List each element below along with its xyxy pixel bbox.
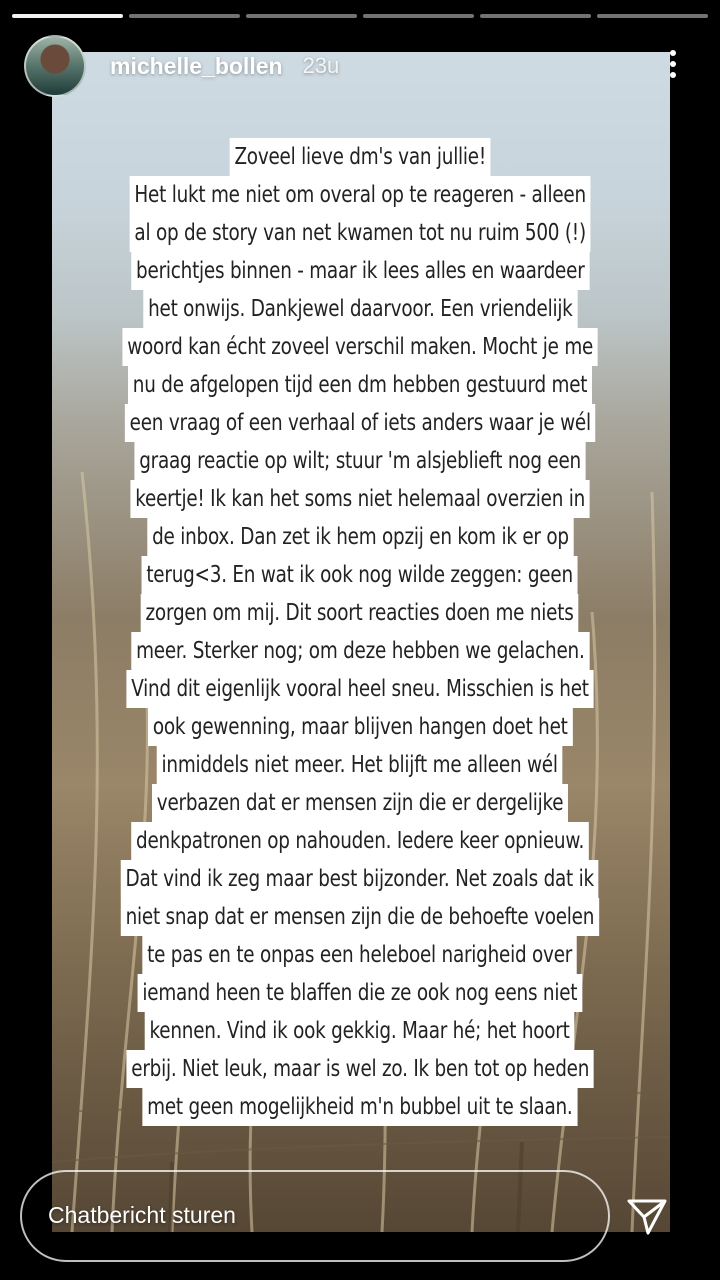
more-vertical-icon[interactable] bbox=[668, 50, 678, 84]
story-text-line: inmiddels niet meer. Het blijft me alleen wél bbox=[157, 746, 563, 784]
progress-segment bbox=[129, 14, 240, 18]
story-text-line: de inbox. Dan zet ik hem opzij en kom ik er op bbox=[147, 518, 573, 556]
story-header bbox=[24, 34, 704, 98]
story-text-line: met geen mogelijkheid m'n bubbel uit te slaan. bbox=[143, 1088, 578, 1126]
progress-segment bbox=[597, 14, 708, 18]
progress-segment bbox=[480, 14, 591, 18]
story-text-line: het onwijs. Dankjewel daarvoor. Een vriendelijk bbox=[143, 290, 577, 328]
story-text-line: erbij. Niet leuk, maar is wel zo. Ik ben tot op heden bbox=[126, 1050, 594, 1088]
username[interactable]: michelle_bollen bbox=[110, 52, 283, 79]
story-text-line: denkpatronen op nahouden. Iedere keer opnieuw. bbox=[131, 822, 589, 860]
story-text-line: berichtjes binnen - maar ik lees alles en waardeer bbox=[131, 252, 589, 290]
story-text-line: Zoveel lieve dm's van jullie! bbox=[229, 138, 490, 176]
send-icon[interactable] bbox=[626, 1198, 668, 1236]
story-text-line: kennen. Vind ik ook gekkig. Maar hé; het hoort bbox=[145, 1012, 575, 1050]
story-text-line: Dat vind ik zeg maar best bijzonder. Net zoals dat ik bbox=[121, 860, 599, 898]
post-time: 23u bbox=[302, 53, 340, 78]
story-text-line: ook gewenning, maar blijven hangen doet het bbox=[148, 708, 572, 746]
avatar[interactable] bbox=[24, 35, 86, 97]
story-text-line: zorgen om mij. Dit soort reacties doen me niets bbox=[141, 594, 579, 632]
story-text bbox=[72, 138, 648, 1126]
story-text-line: terug<3. En wat ik ook nog wilde zeggen: geen bbox=[142, 556, 578, 594]
progress-segment bbox=[363, 14, 474, 18]
progress-segment bbox=[246, 14, 357, 18]
story-text-line: woord kan écht zoveel verschil maken. Mocht je me bbox=[122, 328, 597, 366]
story-text-line: een vraag of een verhaal of iets anders waar je wél bbox=[125, 404, 596, 442]
story-text-line: iemand heen te blaffen die ze ook nog eens niet bbox=[138, 974, 583, 1012]
story-text-line: verbazen dat er mensen zijn die er dergelijke bbox=[152, 784, 568, 822]
story-progress bbox=[12, 14, 708, 18]
story-text-line: nu de afgelopen tijd een dm hebben gestuurd met bbox=[128, 366, 592, 404]
story-text-line: Het lukt me niet om overal op te reageren - alleen bbox=[129, 176, 590, 214]
progress-segment bbox=[12, 14, 123, 18]
story-text-line: te pas en te onpas een heleboel narigheid over bbox=[143, 936, 578, 974]
story-text-line: al op de story van net kwamen tot nu ruim 500 (!) bbox=[129, 214, 590, 252]
story-text-line: meer. Sterker nog; om deze hebben we gelachen. bbox=[131, 632, 589, 670]
story-text-line: keertje! Ik kan het soms niet helemaal overzien in bbox=[130, 480, 589, 518]
story-text-line: graag reactie op wilt; stuur 'm alsjeblieft nog een bbox=[134, 442, 585, 480]
story-text-line: Vind dit eigenlijk vooral heel sneu. Misschien is het bbox=[126, 670, 593, 708]
chat-placeholder[interactable]: Chatbericht sturen bbox=[48, 1202, 236, 1228]
story-text-line: niet snap dat er mensen zijn die de behoefte voelen bbox=[121, 898, 599, 936]
